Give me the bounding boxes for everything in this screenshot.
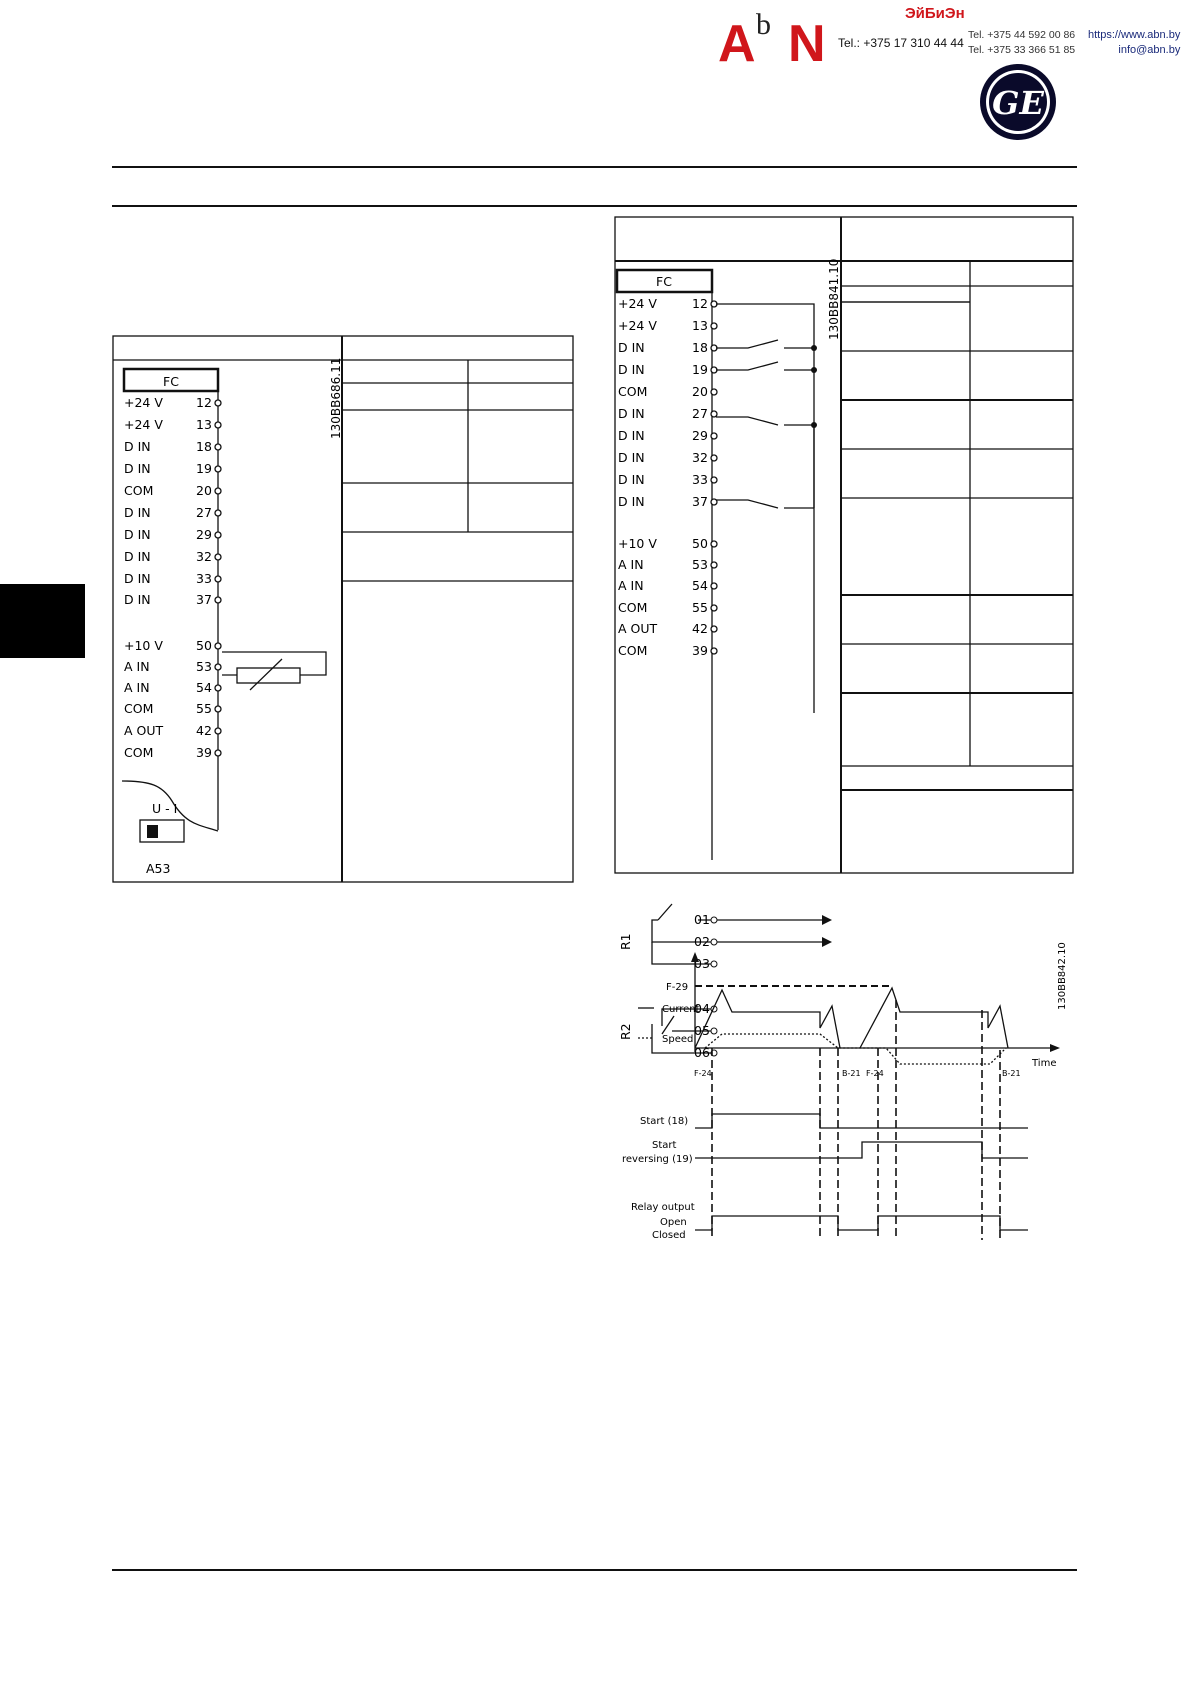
header-rule-1 xyxy=(112,166,1077,168)
left-diagram-code: 130BB686.11 xyxy=(329,357,343,439)
start-label: Start (18) xyxy=(640,1116,689,1127)
right-diagram-code: 130BB841.10 xyxy=(827,258,841,340)
terminal-number: 50 xyxy=(196,638,212,653)
terminal-number: 33 xyxy=(196,571,212,586)
terminal-label: A IN xyxy=(618,578,644,593)
reverse-switch xyxy=(716,362,814,370)
relay-pin xyxy=(711,917,717,923)
terminal-pin xyxy=(711,541,717,547)
terminal-number: 29 xyxy=(692,428,708,443)
terminal-pin xyxy=(215,576,221,582)
abn-logo xyxy=(718,8,828,73)
terminal-label: +24 V xyxy=(618,318,657,333)
terminal-label: D IN xyxy=(618,340,645,355)
terminal-number: 27 xyxy=(196,505,212,520)
terminal-pin xyxy=(711,455,717,461)
terminal-pin xyxy=(215,685,221,691)
terminal-number: 13 xyxy=(692,318,708,333)
header-rule-2 xyxy=(112,205,1077,207)
relay-terminal: 01 xyxy=(694,912,710,927)
chapter-tab xyxy=(0,584,85,658)
relay-terminal: 02 xyxy=(694,934,710,949)
relay-arrow xyxy=(822,915,832,925)
b21-label: B-21 xyxy=(1002,1069,1021,1078)
f29-label: F-29 xyxy=(666,982,689,993)
terminal-pin xyxy=(215,597,221,603)
terminal-label: D IN xyxy=(618,406,645,421)
phone-line-1: Tel. +375 44 592 00 86 xyxy=(968,29,1076,41)
terminal-pin xyxy=(215,554,221,560)
terminal-label: +24 V xyxy=(618,296,657,311)
terminal-pin xyxy=(711,648,717,654)
start-switch xyxy=(716,340,814,348)
terminal-label: D IN xyxy=(124,549,151,564)
relay-r1-label: R1 xyxy=(618,933,633,950)
terminal-number: 18 xyxy=(692,340,708,355)
relay-open-label: Open xyxy=(660,1217,687,1228)
b21-label: B-21 xyxy=(842,1069,861,1078)
terminal-pin xyxy=(711,626,717,632)
terminal-number: 42 xyxy=(196,723,212,738)
terminal-pin xyxy=(215,664,221,670)
right-table-border xyxy=(615,217,1073,873)
email-link[interactable]: info@abn.by xyxy=(1118,44,1181,56)
potentiometer-wiper xyxy=(250,659,282,690)
terminal-label: D IN xyxy=(618,472,645,487)
brand-name: ЭйБиЭн xyxy=(905,5,965,22)
f24-label: F-24 xyxy=(866,1069,884,1078)
contact-links xyxy=(1088,28,1180,58)
terminal-number: 32 xyxy=(196,549,212,564)
axis-arrows xyxy=(691,952,1060,1052)
terminal-number: 27 xyxy=(692,406,708,421)
terminal-number: 54 xyxy=(196,680,212,695)
terminal-label: D IN xyxy=(124,461,151,476)
terminal-label: COM xyxy=(124,745,154,760)
reverse-signal xyxy=(695,1142,1028,1158)
terminal-label: COM xyxy=(618,643,648,658)
terminal-pin xyxy=(215,444,221,450)
terminal-label: +24 V xyxy=(124,395,163,410)
terminal-pin xyxy=(215,466,221,472)
terminal-number: 39 xyxy=(692,643,708,658)
terminal-label: A IN xyxy=(618,557,644,572)
terminal-label: D IN xyxy=(618,428,645,443)
relay-output-label: Relay output xyxy=(631,1202,695,1213)
terminal-label: D IN xyxy=(618,494,645,509)
relay-terminal: 05 xyxy=(694,1023,710,1038)
terminal-pin xyxy=(711,411,717,417)
terminal-number: 39 xyxy=(196,745,212,760)
terminal-label: +10 V xyxy=(124,638,163,653)
timing-code: 130BB842.10 xyxy=(1057,942,1068,1010)
terminal-label: A IN xyxy=(124,659,150,674)
terminal-pin xyxy=(711,477,717,483)
terminal-pin xyxy=(711,323,717,329)
terminal-pin xyxy=(215,400,221,406)
terminal-pin xyxy=(711,583,717,589)
terminal-pin xyxy=(215,532,221,538)
start-reversing-label-1: Start xyxy=(652,1140,677,1151)
left-fc-title: FC xyxy=(163,374,179,389)
terminal-label: COM xyxy=(124,483,154,498)
terminal-pin xyxy=(215,488,221,494)
start-reversing-label-2: reversing (19) xyxy=(622,1154,693,1165)
terminal-label: COM xyxy=(618,384,648,399)
logo-letter-a: A xyxy=(718,15,756,73)
terminal-label: D IN xyxy=(124,592,151,607)
right-terminal-labels xyxy=(618,296,708,658)
terminal-label: D IN xyxy=(124,571,151,586)
terminal-label: D IN xyxy=(618,362,645,377)
website-link[interactable]: https://www.abn.by xyxy=(1088,29,1181,41)
current-curve-2 xyxy=(860,988,1008,1048)
left-wiring-table xyxy=(110,333,578,885)
footer-rule xyxy=(112,1569,1077,1571)
terminal-pin xyxy=(215,750,221,756)
terminal-pin xyxy=(711,605,717,611)
terminal-pin xyxy=(711,389,717,395)
phone-line-2: Tel. +375 33 366 51 85 xyxy=(968,44,1076,56)
speed-label: Speed xyxy=(662,1034,694,1045)
terminal-pin xyxy=(215,422,221,428)
terminal-label: COM xyxy=(618,600,648,615)
terminal-label: COM xyxy=(124,701,154,716)
potentiometer xyxy=(237,668,300,683)
terminal-number: 50 xyxy=(692,536,708,551)
right-fc-title: FC xyxy=(656,274,672,289)
junction-dot xyxy=(811,367,817,373)
ge-logo-text: GE xyxy=(992,84,1044,122)
start-signal xyxy=(695,1114,1028,1128)
phone-list xyxy=(968,28,1075,58)
terminal-pin xyxy=(215,706,221,712)
relay-closed-label: Closed xyxy=(652,1230,686,1241)
time-label: Time xyxy=(1032,1058,1057,1069)
terminal-number: 20 xyxy=(196,483,212,498)
terminal-label: D IN xyxy=(124,505,151,520)
logo-letter-b: b xyxy=(756,8,771,41)
terminal-number: 12 xyxy=(692,296,708,311)
terminal-pin xyxy=(215,510,221,516)
left-terminal-labels xyxy=(124,395,212,760)
terminal-number: 19 xyxy=(692,362,708,377)
terminal-pin xyxy=(215,728,221,734)
terminal-label: D IN xyxy=(618,450,645,465)
terminal-label: D IN xyxy=(124,527,151,542)
relay-terminal: 04 xyxy=(694,1001,710,1016)
terminal-pin xyxy=(711,433,717,439)
terminal-number: 13 xyxy=(196,417,212,432)
relay-signal xyxy=(695,1216,1028,1230)
terminal-number: 18 xyxy=(196,439,212,454)
current-label: Current xyxy=(662,1004,700,1015)
junction-dot xyxy=(811,422,817,428)
switch-label: U - I xyxy=(152,801,178,816)
terminal-label: D IN xyxy=(124,439,151,454)
terminal-label: A OUT xyxy=(618,621,658,636)
switch-name: A53 xyxy=(146,861,171,876)
terminal-number: 54 xyxy=(692,578,708,593)
terminal-pin xyxy=(711,562,717,568)
terminal-number: 12 xyxy=(196,395,212,410)
terminal-number: 37 xyxy=(196,592,212,607)
stop-switch xyxy=(716,417,814,425)
a53-switch-knob xyxy=(147,825,158,838)
terminal-pin xyxy=(215,643,221,649)
terminal-label: A IN xyxy=(124,680,150,695)
junction-dot xyxy=(811,345,817,351)
main-phone: Tel.: +375 17 310 44 44 xyxy=(838,36,964,50)
terminal-number: 55 xyxy=(196,701,212,716)
terminal-number: 33 xyxy=(692,472,708,487)
terminal-number: 29 xyxy=(196,527,212,542)
relay-terminal: 03 xyxy=(694,956,710,971)
terminal-label: A OUT xyxy=(124,723,164,738)
terminal-number: 42 xyxy=(692,621,708,636)
ge-logo xyxy=(978,62,1058,142)
terminal-number: 53 xyxy=(692,557,708,572)
terminal-number: 20 xyxy=(692,384,708,399)
logo-letter-n: N xyxy=(788,15,826,73)
safe-stop-switch xyxy=(716,425,814,508)
terminal-label: +24 V xyxy=(124,417,163,432)
relay-r2-label: R2 xyxy=(618,1023,633,1040)
terminal-number: 55 xyxy=(692,600,708,615)
terminal-number: 32 xyxy=(692,450,708,465)
terminal-number: 53 xyxy=(196,659,212,674)
timing-diagram xyxy=(610,940,1080,1250)
f24-label: F-24 xyxy=(694,1069,712,1078)
a53-switch[interactable] xyxy=(140,820,184,842)
speed-curve xyxy=(705,1034,1006,1064)
terminal-number: 19 xyxy=(196,461,212,476)
current-curve-1 xyxy=(695,990,840,1048)
terminal-label: +10 V xyxy=(618,536,657,551)
relay-terminal: 06 xyxy=(694,1045,710,1060)
terminal-number: 37 xyxy=(692,494,708,509)
event-markers xyxy=(712,1000,1000,1240)
